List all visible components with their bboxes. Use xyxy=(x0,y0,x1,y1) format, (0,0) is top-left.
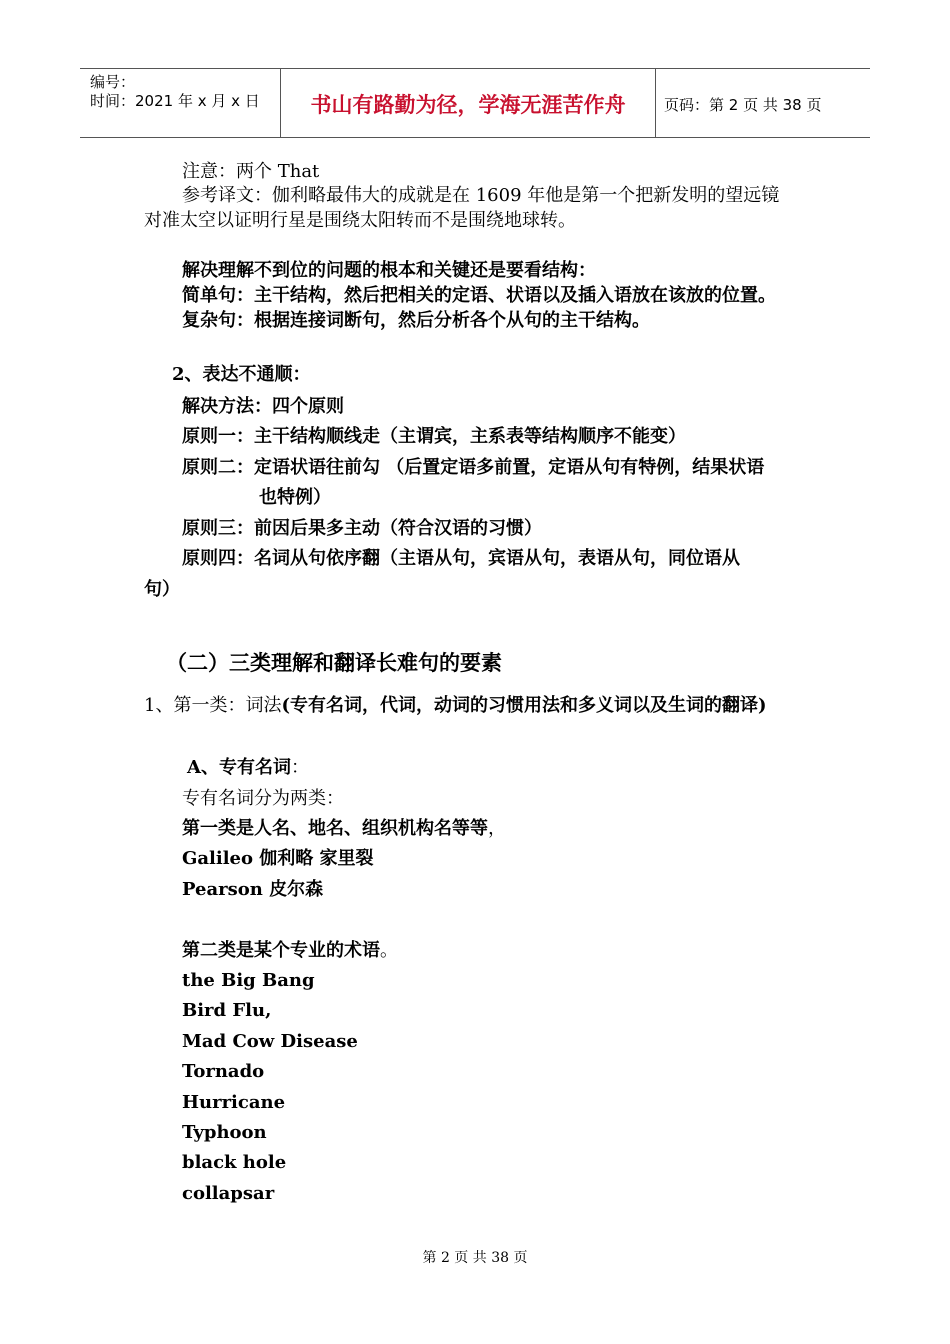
type1-comma: ， xyxy=(488,818,506,839)
term-item: Tornado xyxy=(182,1061,265,1082)
note-line: 注意：两个 That xyxy=(182,161,320,182)
type1-line xyxy=(182,817,506,841)
page-footer: 第 2 页 共 38 页 xyxy=(422,1250,528,1266)
key-point-line: 解决理解不到位的问题的根本和关键还是要看结构： xyxy=(182,260,596,281)
type1-text: 第一类是人名、地名、组织机构名等等 xyxy=(182,818,488,839)
subsection-a-colon: ： xyxy=(290,757,309,778)
term-item: Hurricane xyxy=(182,1092,286,1113)
subsection-a-title xyxy=(187,756,309,780)
method-line: 解决方法：四个原则 xyxy=(182,396,344,417)
term-item: Bird Flu, xyxy=(182,1000,272,1021)
header-meta-cell xyxy=(80,69,280,137)
header-motto: 书山有路勤为径，学海无涯苦作舟 xyxy=(310,93,626,117)
part2-heading: （二）三类理解和翻译长难句的要素 xyxy=(166,650,502,675)
simple-sentence-line: 简单句：主干结构，然后把相关的定语、状语以及插入语放在该放的位置。 xyxy=(182,285,776,306)
page-header xyxy=(80,68,870,138)
complex-sentence-line: 复杂句：根据连接词断句，然后分析各个从句的主干结构。 xyxy=(182,310,650,331)
reference-translation-line2: 对准太空以证明行星是围绕太阳转而不是围绕地球转。 xyxy=(144,210,576,231)
term-item: the Big Bang xyxy=(182,970,315,991)
principle1-line: 原则一：主干结构顺线走（主谓宾，主系表等结构顺序不能变） xyxy=(182,426,686,447)
example-pearson: Pearson 皮尔森 xyxy=(182,879,324,900)
principle3-line: 原则三：前因后果多主动（符合汉语的习惯） xyxy=(182,518,542,539)
category1-line xyxy=(144,694,766,718)
header-page-cell xyxy=(655,69,870,137)
term-item: collapsar xyxy=(182,1183,275,1204)
type2-period: 。 xyxy=(380,940,398,961)
principle4-line1: 原则四：名词从句依序翻（主语从句，宾语从句，表语从句，同位语从 xyxy=(182,548,740,569)
category1-prefix: 1、第一类：词法 xyxy=(144,695,282,716)
principle2-line1: 原则二：定语状语往前勾 （后置定语多前置，定语从句有特例，结果状语 xyxy=(182,457,765,478)
term-item: black hole xyxy=(182,1152,287,1173)
type2-line xyxy=(182,939,398,963)
document-time-label: 时间：2021 年 x 月 x 日 xyxy=(90,92,260,110)
section2-title: 2、表达不通顺： xyxy=(172,364,311,385)
term-item: Typhoon xyxy=(182,1122,267,1143)
subsection-a-label: A、专有名词 xyxy=(187,757,291,778)
type2-text: 第二类是某个专业的术语 xyxy=(182,940,380,961)
term-item: Mad Cow Disease xyxy=(182,1031,358,1052)
reference-translation-line1: 参考译文：伽利略最伟大的成就是在 1609 年他是第一个把新发明的望远镜 xyxy=(182,185,780,206)
header-page-label: 页码：第 2 页 共 38 页 xyxy=(664,96,822,114)
category1-description: (专有名词，代词，动词的习惯用法和多义词以及生词的翻译) xyxy=(281,695,767,716)
example-galileo: Galileo 伽利略 家里裂 xyxy=(182,848,374,869)
principle2-line2: 也特例） xyxy=(259,487,331,508)
header-motto-cell xyxy=(280,69,656,137)
document-code-label: 编号： xyxy=(90,73,136,91)
proper-noun-types-line: 专有名词分为两类： xyxy=(182,788,344,809)
principle4-line2: 句） xyxy=(144,579,180,600)
